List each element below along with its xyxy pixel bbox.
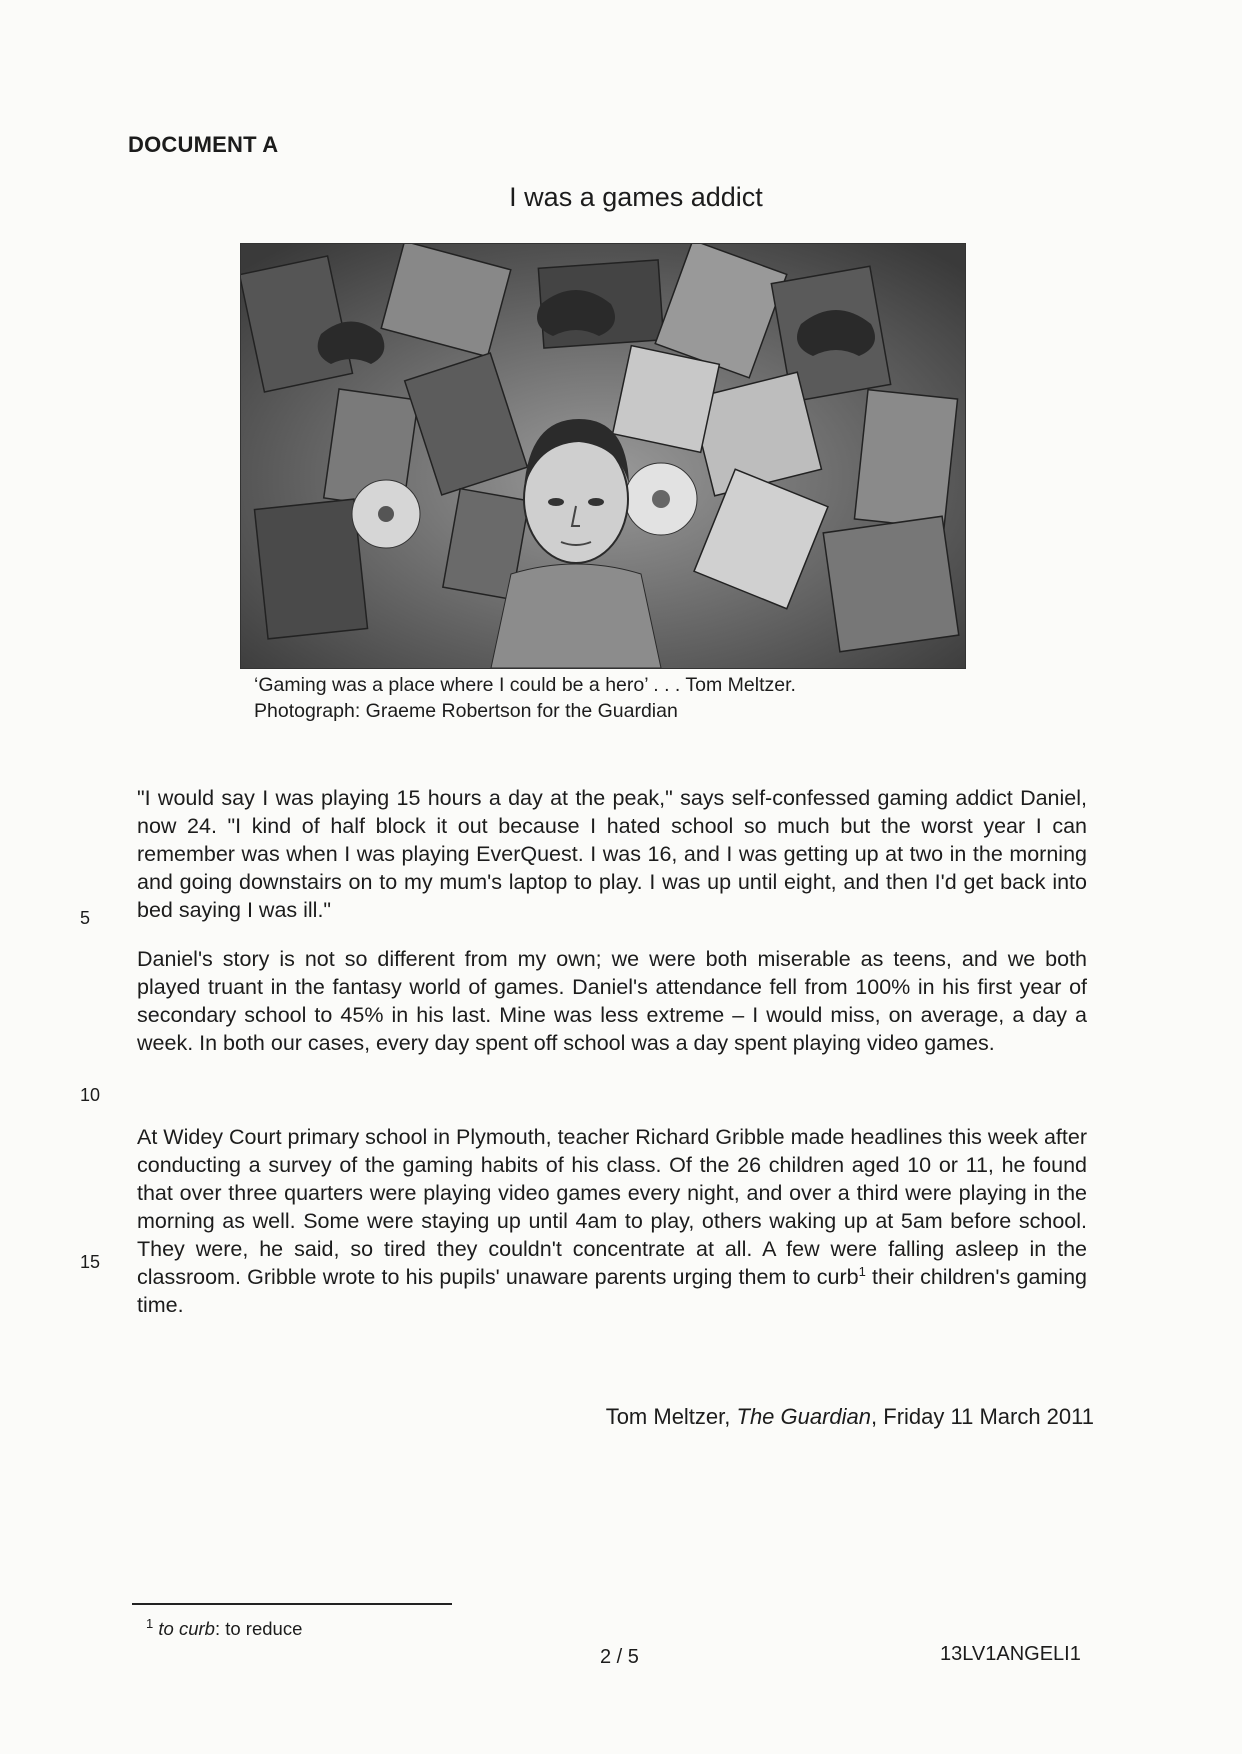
- paragraph-3: [137, 1123, 1087, 1319]
- paragraph-3-text: At Widey Court primary school in Plymouth, teacher Richard Gribble made headlines this week after conducting a survey of the gaming habits of his class. Of the 26 children aged 10 or 11, he found that over three quarters were playing video games every night, and over a third were playing in the morning as well. Some were staying up until 4am to play, others waking up at 5am before school. They were, he said, so tired they couldn't concentrate at all. A few were falling asleep in the classroom. Gribble wrote to his pupils' unaware parents urging them to curb: [137, 1125, 1087, 1289]
- footnote-number: 1: [146, 1615, 154, 1631]
- footnote-term: to curb: [158, 1618, 215, 1639]
- byline-publication: The Guardian: [736, 1404, 872, 1429]
- photo-caption: [254, 672, 796, 724]
- caption-line: ‘Gaming was a place where I could be a hero’ . . . Tom Meltzer.: [254, 674, 796, 696]
- byline-date: , Friday 11 March 2011: [871, 1404, 1094, 1429]
- document-label: DOCUMENT A: [128, 132, 279, 157]
- article-title: I was a games addict: [509, 182, 763, 212]
- paragraph-3-end: their children's gaming time.: [137, 1265, 1087, 1317]
- footnote-marker: 1: [858, 1263, 866, 1279]
- photo-of-man-lying-among-video-games-icon: [241, 244, 965, 668]
- line-number-10: 10: [80, 1085, 101, 1105]
- document-code: 13LV1ANGELI1: [940, 1643, 1081, 1665]
- caption-credit: Photograph: Graeme Robertson for the Guardian: [254, 700, 678, 722]
- byline: [606, 1404, 1094, 1430]
- footnote-divider: [132, 1603, 452, 1605]
- footnote: [146, 1615, 303, 1640]
- line-number-5: 5: [80, 908, 91, 928]
- page-number: 2 / 5: [600, 1646, 639, 1668]
- article-photo: [240, 243, 966, 669]
- paragraph-1: "I would say I was playing 15 hours a day at the peak," says self-confessed gaming addict Daniel, now 24. "I kind of half block it out because I hated school so much but the worst year I can remember was when I was playing EverQuest. I was 16, and I was getting up at two in the morning and going downstairs on to my mum's laptop to play. I was up until eight, and then I'd get back into bed saying I was ill.": [137, 786, 1087, 922]
- byline-author: Tom Meltzer,: [605, 1404, 737, 1429]
- line-number-15: 15: [80, 1252, 101, 1272]
- footnote-definition: : to reduce: [214, 1618, 303, 1639]
- paragraph-2: Daniel's story is not so different from my own; we were both miserable as teens, and we both played truant in the fantasy world of games. Daniel's attendance fell from 100% in his first year of secondary school to 45% in his last. Mine was less extreme – I would miss, on average, a day a week. In both our cases, every day spent off school was a day spent playing video games.: [137, 947, 1087, 1055]
